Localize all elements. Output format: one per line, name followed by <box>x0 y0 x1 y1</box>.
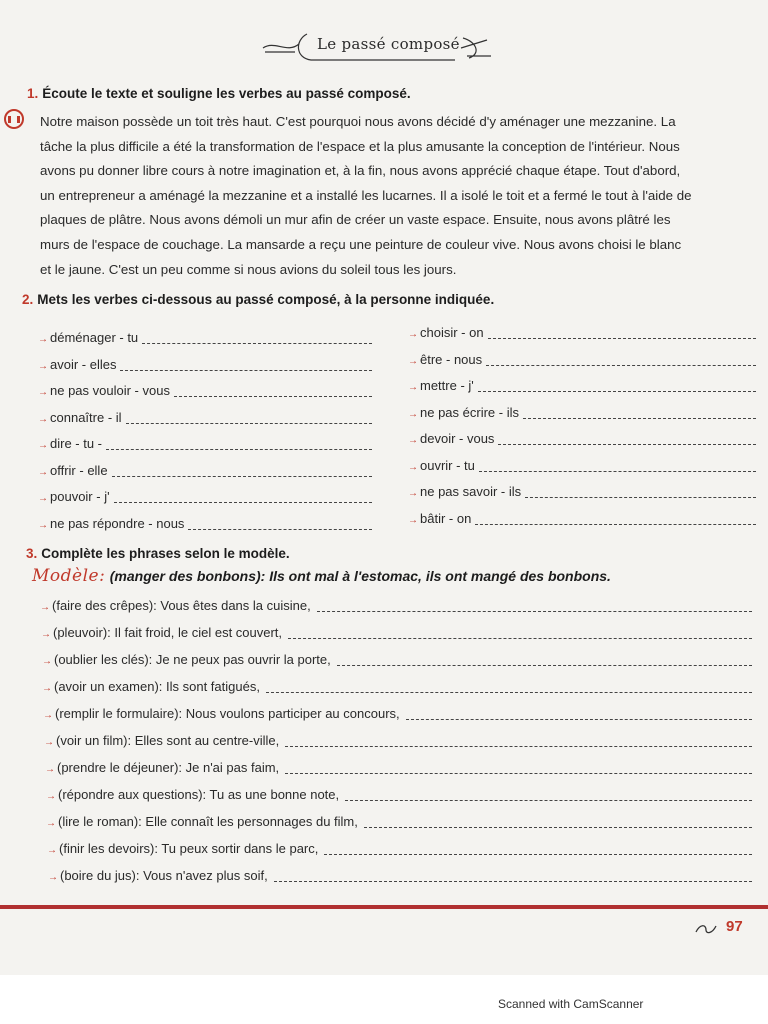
sentence-prompt <box>41 625 282 640</box>
answer-blank[interactable] <box>498 444 756 445</box>
title-banner <box>255 26 495 66</box>
answer-blank[interactable] <box>274 881 752 882</box>
arrow-icon: → <box>38 360 48 372</box>
exercise-2-heading: 2. Mets les verbes ci-dessous au passé composé, à la personne indiquée. <box>22 292 495 307</box>
verb-prompt <box>38 516 184 531</box>
exercise-1-text <box>40 110 760 282</box>
sentence-label: (remplir le formulaire): Nous voulons participer au concours, <box>55 706 400 721</box>
sentence-prompt <box>48 868 268 883</box>
arrow-icon: → <box>408 461 418 473</box>
answer-blank[interactable] <box>285 746 752 747</box>
sentence-prompt <box>42 652 331 667</box>
answer-blank[interactable] <box>478 391 756 392</box>
answer-blank[interactable] <box>174 396 372 397</box>
verb-prompt <box>38 463 108 478</box>
verb-prompt <box>408 352 482 367</box>
sentence-label: (pleuvoir): Il fait froid, le ciel est couvert, <box>53 625 283 640</box>
verb-prompt <box>408 484 521 499</box>
sentence-prompt <box>44 733 279 748</box>
answer-blank[interactable] <box>475 524 756 525</box>
answer-blank[interactable] <box>324 854 752 855</box>
verb-label: choisir - on <box>420 325 484 340</box>
swirl-icon <box>694 922 720 936</box>
answer-blank[interactable] <box>406 719 752 720</box>
verb-prompt <box>38 383 170 398</box>
answer-blank[interactable] <box>525 497 756 498</box>
audio-icon <box>2 108 32 130</box>
answer-blank[interactable] <box>288 638 752 639</box>
text-line: tâche la plus difficile a été la transformation de l'espace et la plus amusante la conception de l'intérieur. Nous <box>40 138 680 154</box>
sentence-prompt <box>42 679 260 694</box>
arrow-icon: → <box>42 683 52 694</box>
arrow-icon: → <box>408 514 418 526</box>
verb-prompt <box>408 325 484 340</box>
answer-blank[interactable] <box>488 338 756 339</box>
verb-label: connaître - il <box>50 409 122 425</box>
answer-blank[interactable] <box>126 423 372 424</box>
sentence-prompt <box>43 706 400 721</box>
verb-label: devoir - vous <box>420 431 495 446</box>
verb-label: mettre - j' <box>420 378 474 393</box>
sentence-label: (voir un film): Elles sont au centre-ville, <box>56 733 280 748</box>
answer-blank[interactable] <box>188 529 372 530</box>
answer-blank[interactable] <box>317 611 752 612</box>
arrow-icon: → <box>38 466 48 478</box>
arrow-icon: → <box>46 791 56 802</box>
sentence-prompt <box>45 760 279 775</box>
exercise-3-heading: 3. Complète les phrases selon le modèle. <box>26 546 290 561</box>
answer-blank[interactable] <box>112 476 372 477</box>
arrow-icon: → <box>408 488 418 499</box>
text-line: murs de l'espace de couchage. La mansarde a reçu une peinture de couleur vive. Nous avons choisi le blanc <box>40 236 682 252</box>
answer-blank[interactable] <box>364 827 752 828</box>
arrow-icon: → <box>46 818 56 829</box>
scanner-watermark: Scanned with CamScanner <box>498 997 644 1011</box>
verb-label: ouvrir - tu <box>420 457 475 473</box>
text-line: plaques de plâtre. Nous avons démoli un mur afin de créer un vaste espace. Ensuite, nous avons plâtré les <box>40 212 671 228</box>
verb-prompt <box>38 410 122 425</box>
arrow-icon: → <box>408 408 418 420</box>
arrow-icon: → <box>38 413 48 425</box>
sentence-prompt <box>46 787 339 802</box>
bottom-divider <box>0 905 768 909</box>
verb-prompt <box>38 357 116 372</box>
model-example <box>32 566 611 586</box>
verb-label: déménager - tu <box>50 330 139 345</box>
sentence-prompt <box>40 598 311 613</box>
arrow-icon: → <box>38 387 48 398</box>
arrow-icon: → <box>48 872 58 883</box>
arrow-icon: → <box>47 845 57 856</box>
arrow-icon: → <box>45 764 55 775</box>
sentence-label: (lire le roman): Elle connaît les personnages du film, <box>58 814 358 829</box>
answer-blank[interactable] <box>120 370 372 371</box>
answer-blank[interactable] <box>266 692 752 693</box>
sentence-label: (avoir un examen): Ils sont fatigués, <box>54 679 260 694</box>
arrow-icon: → <box>38 440 48 451</box>
verb-label: ne pas répondre - nous <box>50 515 185 531</box>
verb-prompt <box>38 489 110 504</box>
verb-prompt <box>38 436 102 451</box>
sentence-label: (prendre le déjeuner): Je n'ai pas faim, <box>57 760 280 775</box>
sentence-label: (oublier les clés): Je ne peux pas ouvrir la porte, <box>54 652 331 667</box>
sentence-label: (boire du jus): Vous n'avez plus soif, <box>60 868 268 883</box>
verb-label: être - nous <box>420 351 483 367</box>
verb-prompt <box>408 405 519 420</box>
verb-prompt <box>408 431 494 446</box>
answer-blank[interactable] <box>114 502 372 503</box>
answer-blank[interactable] <box>486 365 756 366</box>
text-line: et le jaune. C'est un peu comme si nous avions du soleil tous les jours. <box>40 261 457 277</box>
model-label: Modèle: <box>32 566 106 586</box>
verb-prompt <box>38 330 138 345</box>
sentence-label: (finir les devoirs): Tu peux sortir dans le parc, <box>59 841 319 856</box>
answer-blank[interactable] <box>285 773 752 774</box>
arrow-icon: → <box>43 710 53 721</box>
sentence-label: (répondre aux questions): Tu as une bonne note, <box>58 787 340 802</box>
answer-blank[interactable] <box>142 343 372 344</box>
verb-label: avoir - elles <box>50 356 117 372</box>
page-title: Le passé composé <box>317 35 460 53</box>
arrow-icon: → <box>408 382 418 393</box>
exercise-1-heading: 1. Écoute le texte et souligne les verbes au passé composé. <box>27 86 411 101</box>
arrow-icon: → <box>408 355 418 367</box>
verb-label: ne pas vouloir - vous <box>50 383 170 398</box>
verb-prompt <box>408 511 471 526</box>
text-line: Notre maison possède un toit très haut. C'est pourquoi nous avons décidé d'y aménager une mezzanine. La <box>40 114 676 129</box>
verb-prompt <box>408 378 474 393</box>
text-line: avons pu donner libre cours à notre imagination et, à la fin, nous avons apprécié chaque étape. Tout d'abord, <box>40 163 681 179</box>
sentence-label: (faire des crêpes): Vous êtes dans la cuisine, <box>52 598 311 613</box>
arrow-icon: → <box>44 737 54 748</box>
arrow-icon: → <box>38 334 48 345</box>
model-sentence: (manger des bonbons): Ils ont mal à l'estomac, ils ont mangé des bonbons. <box>109 568 611 584</box>
answer-blank[interactable] <box>479 471 756 472</box>
arrow-icon: → <box>408 435 418 446</box>
answer-blank[interactable] <box>345 800 752 801</box>
answer-blank[interactable] <box>106 449 372 450</box>
verb-label: bâtir - on <box>420 510 472 526</box>
page-number: 97 <box>726 918 743 935</box>
verb-prompt <box>408 458 475 473</box>
arrow-icon: → <box>42 656 52 667</box>
arrow-icon: → <box>38 519 48 531</box>
sentence-prompt <box>46 814 358 829</box>
arrow-icon: → <box>40 602 50 613</box>
sentence-prompt <box>47 841 318 856</box>
arrow-icon: → <box>38 493 48 504</box>
arrow-icon: → <box>41 629 51 640</box>
answer-blank[interactable] <box>337 665 752 666</box>
answer-blank[interactable] <box>523 418 756 419</box>
verb-label: offrir - elle <box>50 462 108 478</box>
verb-label: pouvoir - j' <box>50 489 110 504</box>
text-line: un entrepreneur a aménagé la mezzanine et a installé les lucarnes. Il a isolé le toit et a fermé le tout à l'aide de <box>40 187 692 203</box>
verb-label: ne pas écrire - ils <box>420 404 519 420</box>
arrow-icon: → <box>408 329 418 340</box>
verb-label: dire - tu - <box>50 436 103 451</box>
verb-label: ne pas savoir - ils <box>420 484 522 499</box>
